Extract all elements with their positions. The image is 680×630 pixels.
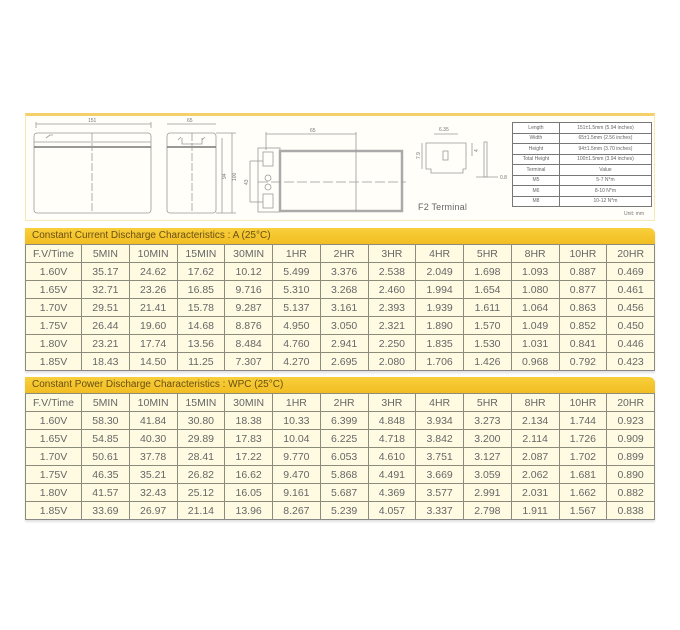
value-cell: 37.78 (129, 448, 177, 466)
value-cell: 23.26 (129, 281, 177, 299)
value-cell: 0.882 (607, 484, 655, 502)
value-cell: 4.057 (368, 502, 416, 520)
value-cell: 4.718 (368, 430, 416, 448)
value-cell: 9.287 (225, 299, 273, 317)
value-cell: 0.469 (607, 263, 655, 281)
value-cell: 0.899 (607, 448, 655, 466)
voltage-cell: 1.75V (26, 466, 82, 484)
column-header: 5MIN (82, 245, 130, 263)
value-cell: 35.21 (129, 466, 177, 484)
constant-power-title: Constant Power Discharge Characteristics : WPC (25°C) (25, 377, 655, 393)
torque-row-m5: M5 5-7 N*m (513, 175, 652, 186)
value-cell: 17.83 (225, 430, 273, 448)
column-header: F.V/Time (26, 245, 82, 263)
value-cell: 3.127 (464, 448, 512, 466)
constant-power-table (25, 393, 655, 520)
column-header: 8HR (511, 394, 559, 412)
value-cell: 1.994 (416, 281, 464, 299)
value-cell: 3.751 (416, 448, 464, 466)
value-cell: 2.321 (368, 317, 416, 335)
dim-top-width: 65 (310, 128, 316, 134)
column-header: 30MIN (225, 394, 273, 412)
value-cell: 13.56 (177, 335, 225, 353)
value-cell: 3.268 (320, 281, 368, 299)
value-cell: 0.792 (559, 353, 607, 371)
value-cell: 35.17 (82, 263, 130, 281)
value-cell: 3.577 (416, 484, 464, 502)
column-header: 10HR (559, 245, 607, 263)
terminal-label: F2 Terminal (418, 202, 468, 212)
column-header: 4HR (416, 394, 464, 412)
value-cell: 1.530 (464, 335, 512, 353)
voltage-cell: 1.65V (26, 430, 82, 448)
value-cell: 1.835 (416, 335, 464, 353)
value-cell: 0.446 (607, 335, 655, 353)
value-cell: 2.538 (368, 263, 416, 281)
value-cell: 3.669 (416, 466, 464, 484)
value-cell: 26.82 (177, 466, 225, 484)
spec-row-length: Length 151±1.5mm (5.94 inches) (513, 123, 652, 134)
column-header: 15MIN (177, 394, 225, 412)
dim-width: 65 (187, 118, 193, 124)
value-cell: 4.610 (368, 448, 416, 466)
table-row (26, 263, 655, 281)
value-cell: 33.69 (82, 502, 130, 520)
value-cell: 2.087 (511, 448, 559, 466)
value-cell: 3.200 (464, 430, 512, 448)
table-row (26, 430, 655, 448)
value-cell: 40.30 (129, 430, 177, 448)
value-cell: 7.307 (225, 353, 273, 371)
value-cell: 4.270 (273, 353, 321, 371)
value-cell: 32.43 (129, 484, 177, 502)
table-row (26, 299, 655, 317)
value-cell: 1.939 (416, 299, 464, 317)
column-header: 10HR (559, 394, 607, 412)
value-cell: 1.911 (511, 502, 559, 520)
column-header: 10MIN (129, 394, 177, 412)
voltage-cell: 1.75V (26, 317, 82, 335)
value-cell: 4.848 (368, 412, 416, 430)
value-cell: 5.499 (273, 263, 321, 281)
value-cell: 16.05 (225, 484, 273, 502)
voltage-cell: 1.70V (26, 448, 82, 466)
value-cell: 4.950 (273, 317, 321, 335)
voltage-cell: 1.60V (26, 412, 82, 430)
value-cell: 2.393 (368, 299, 416, 317)
value-cell: 1.744 (559, 412, 607, 430)
torque-row-m8: M8 10-12 N*m (513, 196, 652, 207)
column-header: 20HR (607, 394, 655, 412)
table-row (26, 502, 655, 520)
column-header: 2HR (320, 394, 368, 412)
voltage-cell: 1.80V (26, 335, 82, 353)
value-cell: 5.868 (320, 466, 368, 484)
value-cell: 24.62 (129, 263, 177, 281)
value-cell: 10.33 (273, 412, 321, 430)
value-cell: 0.877 (559, 281, 607, 299)
value-cell: 1.570 (464, 317, 512, 335)
value-cell: 0.863 (559, 299, 607, 317)
value-cell: 0.450 (607, 317, 655, 335)
column-header: 30MIN (225, 245, 273, 263)
value-cell: 1.681 (559, 466, 607, 484)
value-cell: 0.423 (607, 353, 655, 371)
value-cell: 0.456 (607, 299, 655, 317)
value-cell: 16.62 (225, 466, 273, 484)
value-cell: 5.310 (273, 281, 321, 299)
value-cell: 17.62 (177, 263, 225, 281)
dim-terminal-slot: 4 (474, 149, 480, 152)
value-cell: 18.38 (225, 412, 273, 430)
value-cell: 1.611 (464, 299, 512, 317)
value-cell: 29.89 (177, 430, 225, 448)
column-header: 5MIN (82, 394, 130, 412)
value-cell: 3.337 (416, 502, 464, 520)
value-cell: 4.491 (368, 466, 416, 484)
value-cell: 29.51 (82, 299, 130, 317)
table-row (26, 466, 655, 484)
dim-terminal-width: 6.35 (439, 127, 449, 133)
dimension-diagram-panel (25, 113, 655, 221)
value-cell: 30.80 (177, 412, 225, 430)
value-cell: 5.239 (320, 502, 368, 520)
column-header: 5HR (464, 245, 512, 263)
value-cell: 2.695 (320, 353, 368, 371)
value-cell: 3.934 (416, 412, 464, 430)
value-cell: 19.60 (129, 317, 177, 335)
value-cell: 1.698 (464, 263, 512, 281)
value-cell: 5.137 (273, 299, 321, 317)
table-row (26, 353, 655, 371)
value-cell: 2.080 (368, 353, 416, 371)
value-cell: 6.225 (320, 430, 368, 448)
value-cell: 17.74 (129, 335, 177, 353)
column-header: 5HR (464, 394, 512, 412)
value-cell: 50.61 (82, 448, 130, 466)
unit-note: Unit: mm (624, 211, 644, 217)
value-cell: 3.059 (464, 466, 512, 484)
column-header: 20HR (607, 245, 655, 263)
value-cell: 0.923 (607, 412, 655, 430)
value-cell: 1.093 (511, 263, 559, 281)
value-cell: 0.909 (607, 430, 655, 448)
value-cell: 17.22 (225, 448, 273, 466)
value-cell: 2.460 (368, 281, 416, 299)
column-header: 8HR (511, 245, 559, 263)
value-cell: 26.44 (82, 317, 130, 335)
column-header: 1HR (273, 394, 321, 412)
value-cell: 3.050 (320, 317, 368, 335)
column-header: 1HR (273, 245, 321, 263)
value-cell: 11.25 (177, 353, 225, 371)
value-cell: 8.267 (273, 502, 321, 520)
table-row (26, 484, 655, 502)
top-view-drawing (250, 132, 406, 212)
value-cell: 9.770 (273, 448, 321, 466)
value-cell: 2.941 (320, 335, 368, 353)
value-cell: 2.250 (368, 335, 416, 353)
dim-total-height: 100 (232, 172, 238, 181)
value-cell: 16.85 (177, 281, 225, 299)
value-cell: 23.21 (82, 335, 130, 353)
constant-current-table (25, 244, 655, 371)
value-cell: 8.876 (225, 317, 273, 335)
constant-current-section (25, 228, 655, 371)
value-cell: 1.064 (511, 299, 559, 317)
header-row (26, 245, 655, 263)
value-cell: 1.031 (511, 335, 559, 353)
value-cell: 28.41 (177, 448, 225, 466)
table-row (26, 412, 655, 430)
value-cell: 0.461 (607, 281, 655, 299)
column-header: 10MIN (129, 245, 177, 263)
value-cell: 18.43 (82, 353, 130, 371)
voltage-cell: 1.70V (26, 299, 82, 317)
value-cell: 32.71 (82, 281, 130, 299)
torque-row-m6: M6 8-10 N*m (513, 186, 652, 197)
spec-row-total-height: Total Height 100±1.5mm (3.94 inches) (513, 154, 652, 165)
dim-terminal-thickness: 0.8 (500, 175, 507, 181)
value-cell: 2.991 (464, 484, 512, 502)
spec-row-height: Height 94±1.5mm (3.70 inches) (513, 144, 652, 155)
value-cell: 1.080 (511, 281, 559, 299)
value-cell: 2.031 (511, 484, 559, 502)
value-cell: 10.12 (225, 263, 273, 281)
value-cell: 1.567 (559, 502, 607, 520)
value-cell: 1.702 (559, 448, 607, 466)
value-cell: 6.399 (320, 412, 368, 430)
value-cell: 1.890 (416, 317, 464, 335)
value-cell: 25.12 (177, 484, 225, 502)
dim-terminal-spacing: 43 (244, 179, 250, 185)
column-header: 15MIN (177, 245, 225, 263)
value-cell: 13.96 (225, 502, 273, 520)
value-cell: 0.838 (607, 502, 655, 520)
voltage-cell: 1.65V (26, 281, 82, 299)
value-cell: 3.842 (416, 430, 464, 448)
value-cell: 1.726 (559, 430, 607, 448)
constant-current-title: Constant Current Discharge Characteristics : A (25°C) (25, 228, 655, 244)
value-cell: 4.760 (273, 335, 321, 353)
value-cell: 54.85 (82, 430, 130, 448)
value-cell: 9.161 (273, 484, 321, 502)
value-cell: 2.062 (511, 466, 559, 484)
dim-height: 94 (222, 173, 228, 179)
value-cell: 14.68 (177, 317, 225, 335)
column-header: F.V/Time (26, 394, 82, 412)
table-row (26, 335, 655, 353)
value-cell: 9.716 (225, 281, 273, 299)
voltage-cell: 1.85V (26, 353, 82, 371)
value-cell: 0.887 (559, 263, 607, 281)
value-cell: 10.04 (273, 430, 321, 448)
table-row (26, 317, 655, 335)
value-cell: 14.50 (129, 353, 177, 371)
value-cell: 1.662 (559, 484, 607, 502)
side-view-drawing (167, 124, 236, 213)
voltage-cell: 1.80V (26, 484, 82, 502)
value-cell: 4.369 (368, 484, 416, 502)
value-cell: 26.97 (129, 502, 177, 520)
column-header: 3HR (368, 394, 416, 412)
voltage-cell: 1.85V (26, 502, 82, 520)
voltage-cell: 1.60V (26, 263, 82, 281)
value-cell: 1.706 (416, 353, 464, 371)
value-cell: 58.30 (82, 412, 130, 430)
spec-table (512, 122, 652, 207)
value-cell: 0.968 (511, 353, 559, 371)
value-cell: 2.049 (416, 263, 464, 281)
value-cell: 8.484 (225, 335, 273, 353)
constant-power-section (25, 377, 655, 520)
value-cell: 41.57 (82, 484, 130, 502)
value-cell: 3.376 (320, 263, 368, 281)
value-cell: 3.161 (320, 299, 368, 317)
value-cell: 6.053 (320, 448, 368, 466)
header-row (26, 394, 655, 412)
value-cell: 2.798 (464, 502, 512, 520)
torque-header-row: Terminal Value (513, 165, 652, 176)
value-cell: 1.426 (464, 353, 512, 371)
value-cell: 46.35 (82, 466, 130, 484)
value-cell: 41.84 (129, 412, 177, 430)
value-cell: 2.114 (511, 430, 559, 448)
table-row (26, 448, 655, 466)
value-cell: 0.841 (559, 335, 607, 353)
value-cell: 15.78 (177, 299, 225, 317)
terminal-drawing (422, 134, 498, 177)
value-cell: 1.654 (464, 281, 512, 299)
front-view-drawing (34, 122, 151, 213)
value-cell: 0.852 (559, 317, 607, 335)
column-header: 3HR (368, 245, 416, 263)
value-cell: 3.273 (464, 412, 512, 430)
column-header: 2HR (320, 245, 368, 263)
spec-row-width: Width 65±1.5mm (2.56 inches) (513, 133, 652, 144)
dim-length: 151 (88, 118, 97, 124)
value-cell: 1.049 (511, 317, 559, 335)
value-cell: 5.687 (320, 484, 368, 502)
value-cell: 0.890 (607, 466, 655, 484)
column-header: 4HR (416, 245, 464, 263)
value-cell: 21.41 (129, 299, 177, 317)
value-cell: 21.14 (177, 502, 225, 520)
value-cell: 9.470 (273, 466, 321, 484)
dim-terminal-height: 7.9 (416, 152, 422, 159)
value-cell: 2.134 (511, 412, 559, 430)
table-row (26, 281, 655, 299)
